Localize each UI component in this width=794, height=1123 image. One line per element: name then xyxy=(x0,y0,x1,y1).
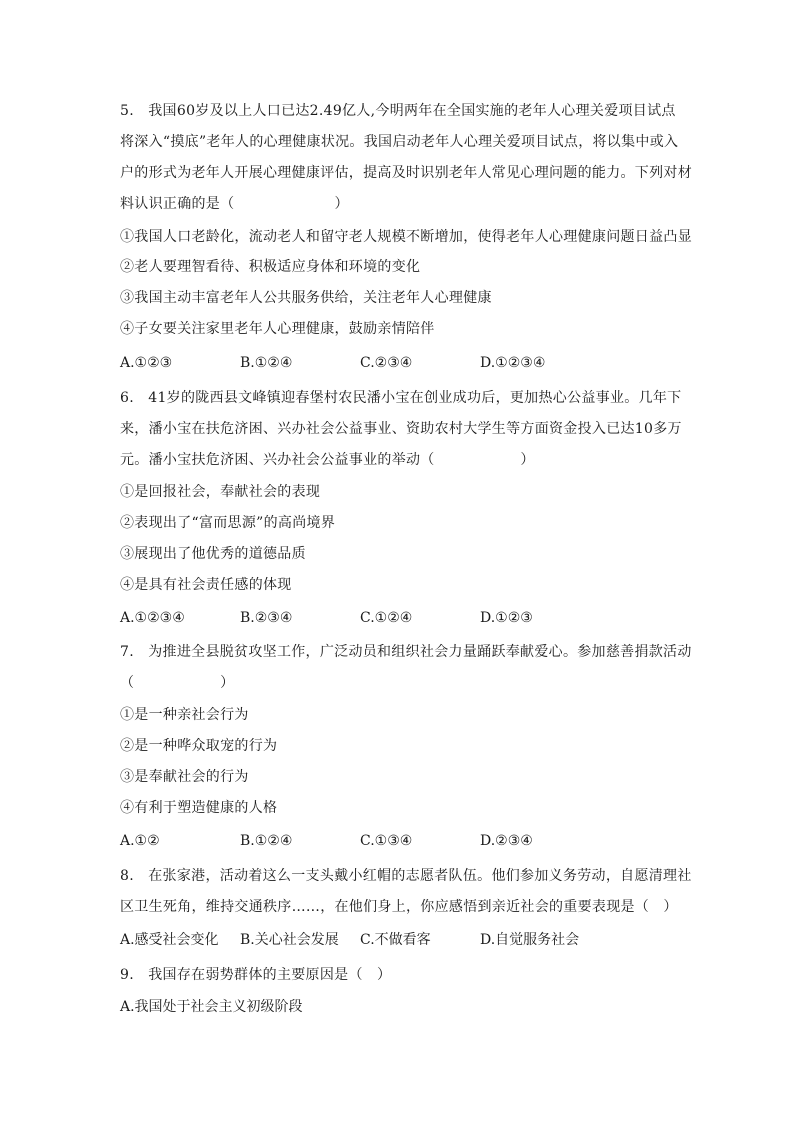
question-5-line-4: 料认识正确的是（ ） xyxy=(120,196,349,212)
question-9-option-a[interactable]: A.我国处于社会主义初级阶段 xyxy=(120,999,303,1015)
question-6-line-1: 6. 41岁的陇西县文峰镇迎春堡村农民潘小宝在创业成功后，更加热心公益事业。几年下 xyxy=(120,390,682,406)
question-6-item-1: ①是回报社会，奉献社会的表现 xyxy=(120,484,321,500)
question-6-option-d[interactable]: D.①②③ xyxy=(480,610,533,626)
question-7-line-2: （ ） xyxy=(120,675,235,691)
question-6-option-c[interactable]: C.①②④ xyxy=(360,610,413,626)
question-7-item-1: ①是一种亲社会行为 xyxy=(120,707,249,723)
question-7-option-d[interactable]: D.②③④ xyxy=(480,833,533,849)
question-6-option-b[interactable]: B.②③④ xyxy=(240,610,293,626)
question-7-option-a[interactable]: A.①② xyxy=(120,833,160,849)
question-5-line-2: 将深入“摸底”老年人的心理健康状况。我国启动老年人心理关爱项目试点，将以集中或入 xyxy=(120,134,679,150)
question-7-option-b[interactable]: B.①②④ xyxy=(240,833,293,849)
question-5-option-b[interactable]: B.①②④ xyxy=(240,355,293,371)
question-5-item-3: ③我国主动丰富老年人公共服务供给，关注老年人心理健康 xyxy=(120,290,492,306)
question-5-item-2: ②老人要理智看待、积极适应身体和环境的变化 xyxy=(120,259,421,275)
question-7-item-3: ③是奉献社会的行为 xyxy=(120,769,249,785)
question-5-item-4: ④子女要关注家里老年人心理健康，鼓励亲情陪伴 xyxy=(120,321,435,337)
question-8-line-2: 区卫生死角，维持交通秩序……，在他们身上，你应感悟到亲近社会的重要表现是（ ） xyxy=(120,899,678,915)
question-7-option-c[interactable]: C.①③④ xyxy=(360,833,413,849)
question-7-item-4: ④有利于塑造健康的人格 xyxy=(120,800,278,816)
question-6-item-3: ③展现出了他优秀的道德品质 xyxy=(120,546,306,562)
question-5-option-a[interactable]: A.①②③ xyxy=(120,355,173,371)
question-8-option-d[interactable]: D.自觉服务社会 xyxy=(480,932,580,948)
question-8-line-1: 8. 在张家港，活动着这么一支头戴小红帽的志愿者队伍。他们参加义务劳动，自愿清理社 xyxy=(120,868,692,884)
question-8-option-c[interactable]: C.不做看客 xyxy=(360,932,431,948)
question-5-option-d[interactable]: D.①②③④ xyxy=(480,355,546,371)
question-6-item-2: ②表现出了“富而思源”的高尚境界 xyxy=(120,515,336,531)
question-6-option-a[interactable]: A.①②③④ xyxy=(120,610,185,626)
question-5-line-1: 5. 我国60岁及以上人口已达2.49亿人,今明两年在全国实施的老年人心理关爱项目试点 xyxy=(120,103,676,119)
question-6-item-4: ④是具有社会责任感的体现 xyxy=(120,577,292,593)
question-5-option-c[interactable]: C.②③④ xyxy=(360,355,413,371)
question-8-option-b[interactable]: B.关心社会发展 xyxy=(240,932,339,948)
question-5-line-3: 户的形式为老年人开展心理健康评估，提高及时识别老年人常见心理问题的能力。下列对材 xyxy=(120,165,692,181)
question-8-option-a[interactable]: A.感受社会变化 xyxy=(120,932,219,948)
question-7-item-2: ②是一种哗众取宠的行为 xyxy=(120,738,278,754)
question-7-line-1: 7. 为推进全县脱贫攻坚工作，广泛动员和组织社会力量踊跃奉献爱心。参加慈善捐款活动 xyxy=(120,644,692,660)
question-5-item-1: ①我国人口老龄化，流动老人和留守老人规模不断增加，使得老年人心理健康问题日益凸显 xyxy=(120,229,692,245)
question-9-line-1: 9. 我国存在弱势群体的主要原因是（ ） xyxy=(120,967,392,983)
question-6-line-2: 来，潘小宝在扶危济困、兴办社会公益事业、资助农村大学生等方面资金投入已达10多万 xyxy=(120,421,682,437)
question-6-line-3: 元。潘小宝扶危济困、兴办社会公益事业的举动（ ） xyxy=(120,452,535,468)
